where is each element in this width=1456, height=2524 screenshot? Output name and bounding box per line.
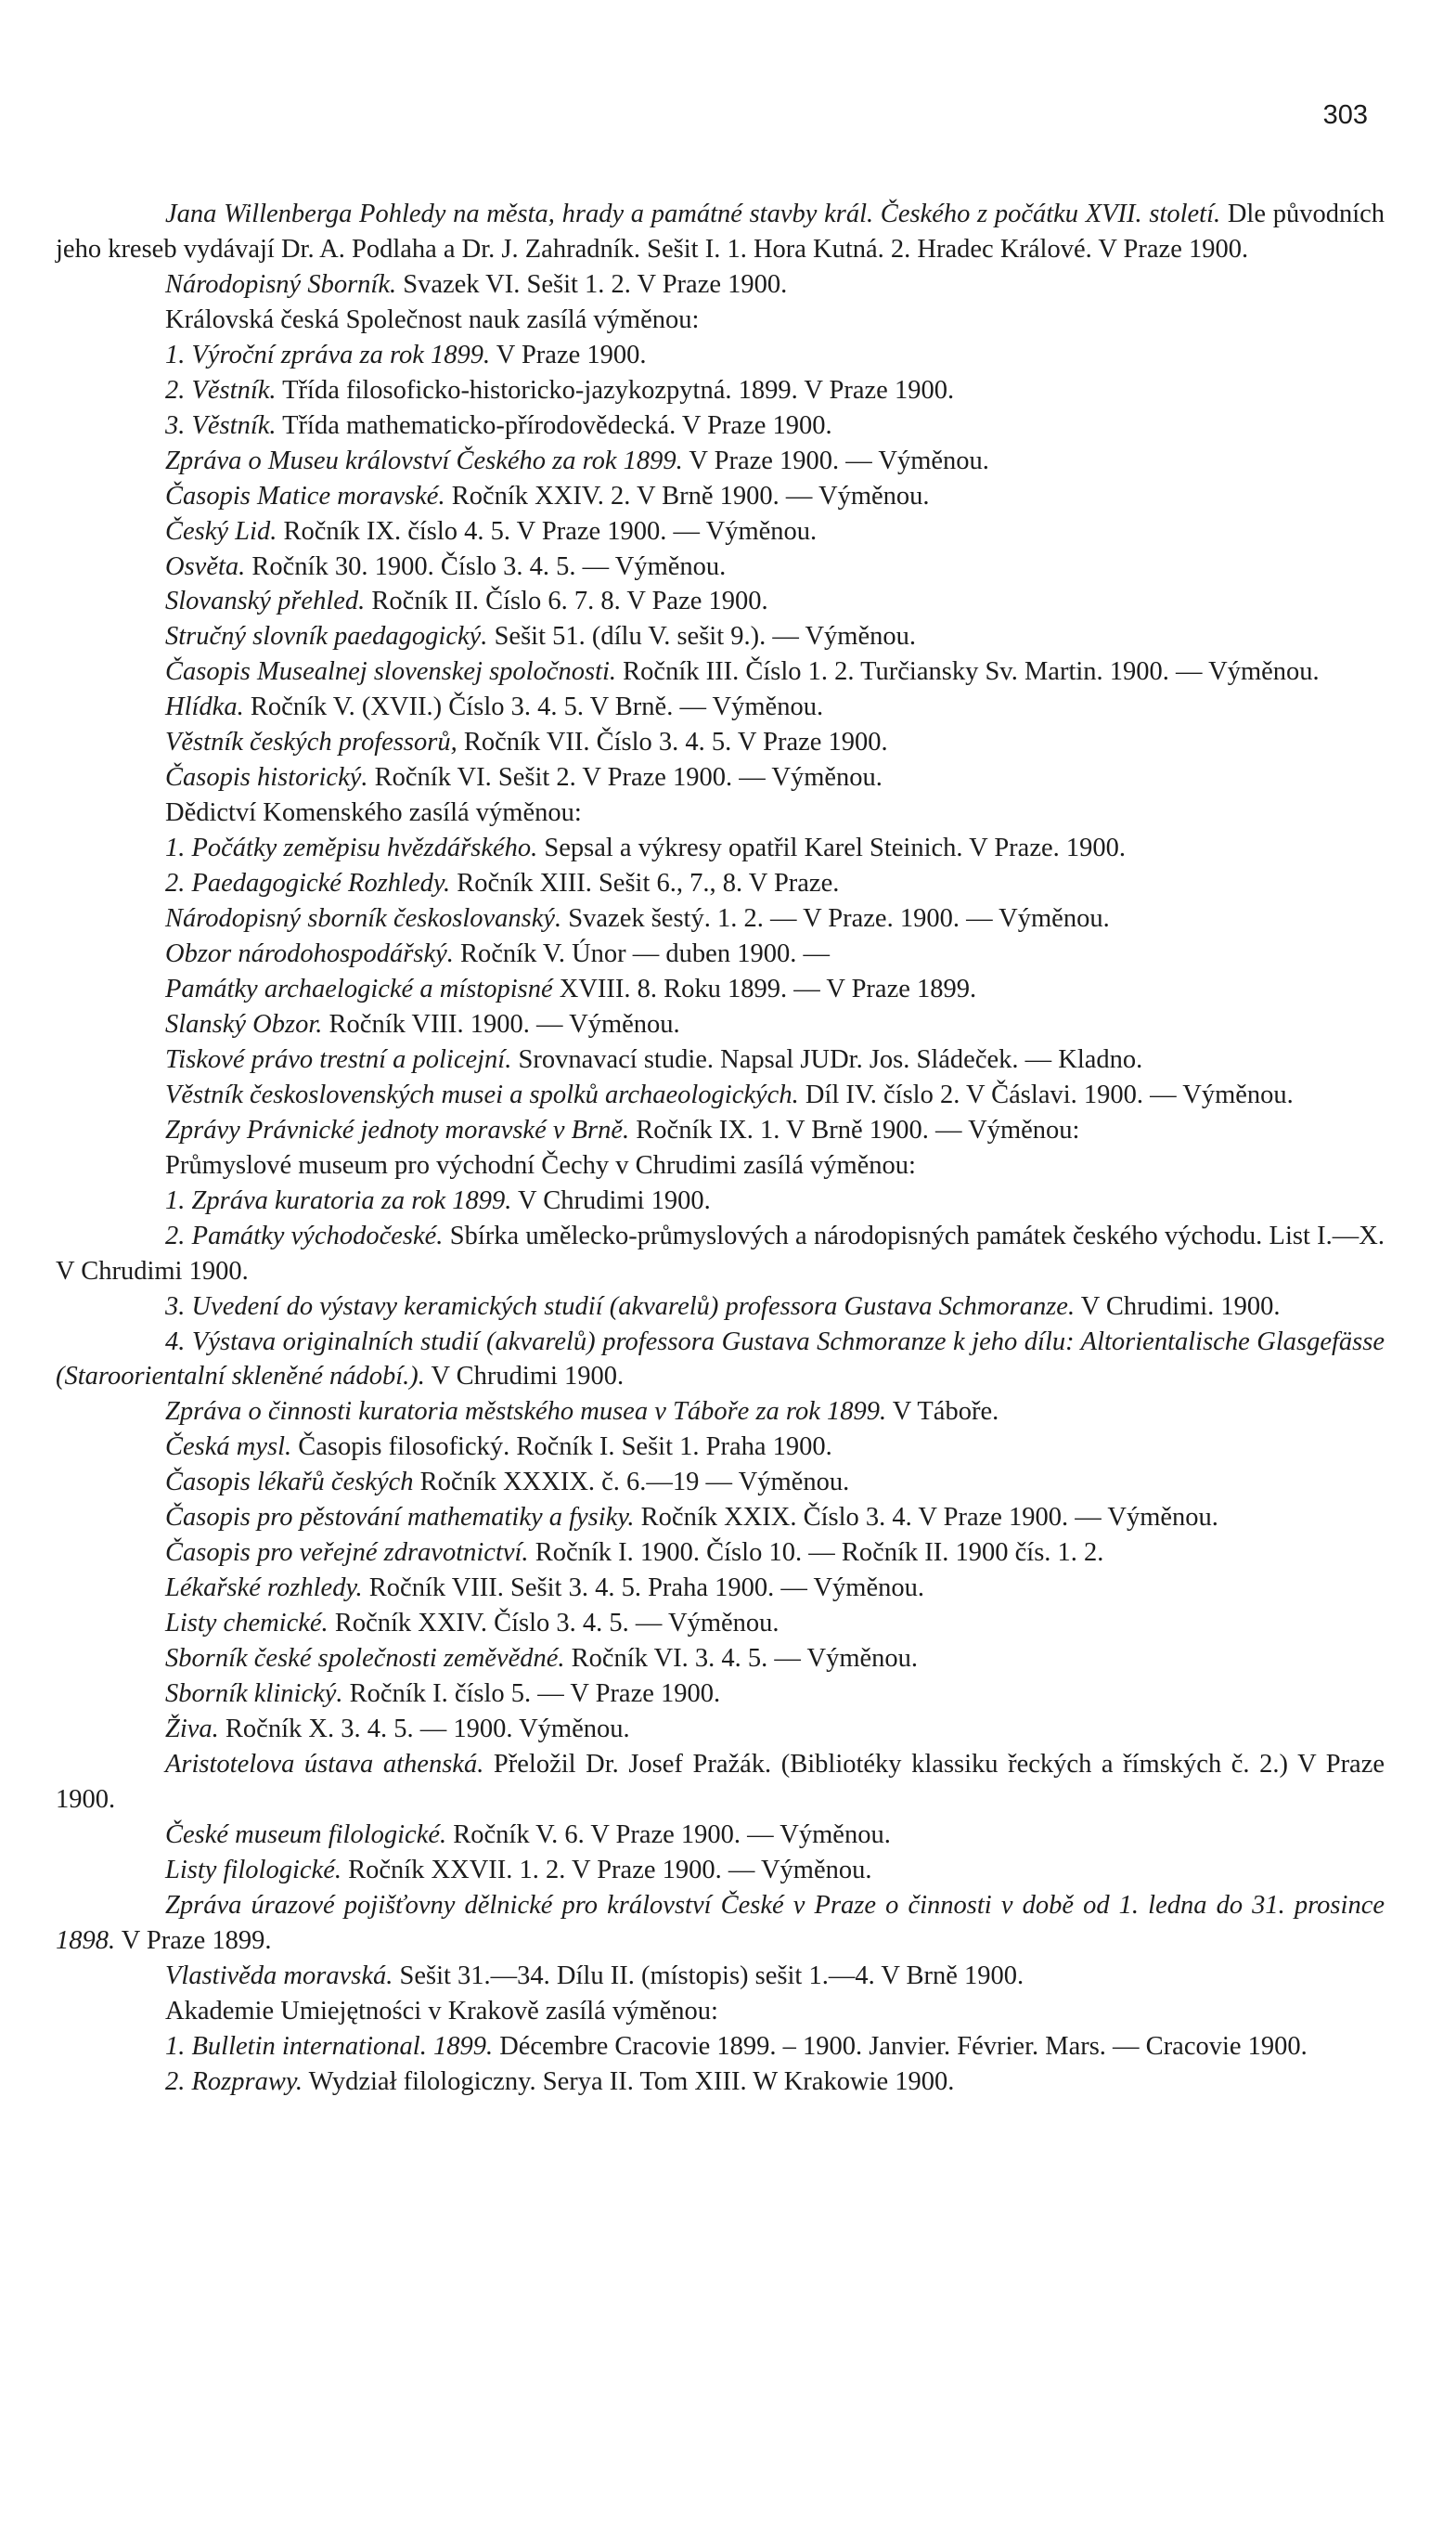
entry-title: Listy chemické. xyxy=(165,1609,329,1638)
list-item xyxy=(56,690,1385,725)
entry-title: 3. Věstník. xyxy=(165,410,277,440)
list-item xyxy=(56,654,1385,690)
entry-title: České museum filologické. xyxy=(165,1819,447,1849)
list-item xyxy=(56,1712,1385,1747)
entry-title: 1. Zpráva kuratoria za rok 1899. xyxy=(165,1185,512,1215)
entry-title: 2. Památky východočeské. xyxy=(165,1221,444,1250)
entry-title: Národopisný sborník českoslovanský. xyxy=(165,904,562,934)
list-item xyxy=(56,901,1385,937)
entry-details: Ročník XXIX. Číslo 3. 4. V Praze 1900. — Výměnou. xyxy=(634,1503,1218,1533)
list-item xyxy=(56,514,1385,550)
list-item xyxy=(56,1676,1385,1712)
entry-details: Ročník VIII. 1900. — Výměnou. xyxy=(322,1009,680,1039)
entry-title: Časopis Musealnej slovenskej spoločnosti. xyxy=(165,657,617,687)
entry-details: V Chrudimi 1900. xyxy=(511,1185,711,1215)
list-item xyxy=(56,760,1385,796)
page-number: 303 xyxy=(1322,100,1368,130)
entry-details: Ročník XXIV. 2. V Brně 1900. — Výměnou. xyxy=(445,481,930,511)
exchange-list xyxy=(56,197,1385,2099)
entry-details: Dědictví Komenského zasílá výměnou: xyxy=(165,798,582,828)
list-item xyxy=(56,2029,1385,2065)
entry-title: Český Lid. xyxy=(165,516,277,546)
entry-details: Akademie Umiejętności v Krakově zasílá výměnou: xyxy=(165,1996,718,2026)
list-item xyxy=(56,1641,1385,1676)
entry-title: Zpráva o činnosti kuratoria městského musea v Táboře za rok 1899. xyxy=(165,1397,887,1427)
entry-title: 1. Výroční zpráva za rok 1899. xyxy=(165,340,491,369)
entry-details: Sbírka umělecko-průmyslových a národopisných památek českého východu. List I.—X. V Chrudimi 1900. xyxy=(56,1221,1385,1286)
entry-details: Přeložil Dr. Josef Pražák. (Bibliotéky klassiku řeckých a římských č. 2.) V Praze 1900. xyxy=(56,1749,1385,1814)
entry-details: Díl IV. číslo 2. V Čáslavi. 1900. — Výměnou. xyxy=(798,1080,1294,1109)
list-item xyxy=(56,1465,1385,1500)
list-item xyxy=(56,373,1385,408)
list-item xyxy=(56,1994,1385,2029)
entry-details: Svazek VI. Sešit 1. 2. V Praze 1900. xyxy=(396,269,788,299)
list-item xyxy=(56,1853,1385,1888)
entry-details: Ročník XXIV. Číslo 3. 4. 5. — Výměnou. xyxy=(328,1609,780,1638)
list-item xyxy=(56,831,1385,866)
list-item xyxy=(56,584,1385,619)
entry-details: Ročník III. Číslo 1. 2. Turčiansky Sv. Martin. 1900. — Výměnou. xyxy=(616,657,1320,687)
entry-title: Časopis historický. xyxy=(165,763,368,793)
entry-title: Hlídka. xyxy=(165,692,244,722)
entry-title: Časopis pro veřejné zdravotnictví. xyxy=(165,1538,529,1568)
entry-details: Ročník V. 6. V Praze 1900. — Výměnou. xyxy=(446,1819,891,1849)
list-item xyxy=(56,1148,1385,1184)
entry-details: Sešit 51. (dílu V. sešit 9.). — Výměnou. xyxy=(487,622,917,652)
entry-details: Ročník VII. Číslo 3. 4. 5. V Praze 1900. xyxy=(457,728,888,757)
entry-title: Obzor národohospodářský. xyxy=(165,939,454,969)
list-item xyxy=(56,866,1385,901)
list-item xyxy=(56,1606,1385,1641)
list-item xyxy=(56,1289,1385,1325)
entry-title: Sborník klinický. xyxy=(165,1679,343,1709)
entry-details: Ročník XXVII. 1. 2. V Praze 1900. — Výměnou. xyxy=(341,1855,872,1884)
list-item xyxy=(56,937,1385,972)
entry-title: 2. Věstník. xyxy=(165,375,277,405)
entry-details: Ročník I. číslo 5. — V Praze 1900. xyxy=(342,1679,721,1709)
entry-title: Zpráva o Museu království Českého za rok 1899. xyxy=(165,446,683,475)
list-item xyxy=(56,1078,1385,1113)
entry-title: 2. Paedagogické Rozhledy. xyxy=(165,869,451,899)
entry-details: Dle původních jeho kreseb vydávají Dr. A. Podlaha a Dr. J. Zahradník. Sešit I. 1. Hora Kutná. 2. Hradec Králové. V Praze 1900. xyxy=(56,200,1385,264)
entry-title: Věstník českých professorů, xyxy=(165,728,457,757)
entry-title: Národopisný Sborník. xyxy=(165,269,397,299)
entry-title: Časopis Matice moravské. xyxy=(165,481,445,511)
entry-title: Jana Willenberga Pohledy na města, hrady a památné stavby král. Českého z počátku XVII. století. xyxy=(165,200,1221,228)
list-item xyxy=(56,444,1385,479)
list-item xyxy=(56,479,1385,514)
entry-title: Zprávy Právnické jednoty moravské v Brně. xyxy=(165,1115,630,1145)
list-item xyxy=(56,1747,1385,1818)
list-item xyxy=(56,1888,1385,1959)
entry-title: Sborník české společnosti zeměvědné. xyxy=(165,1644,565,1674)
entry-title: 4. Výstava originalních studií (akvarelů) professora Gustava Schmoranze k jeho dílu: Altorientalische Glasgefässe (Staroorientalní skleněné nádobí.). xyxy=(56,1327,1385,1391)
entry-details: Třída mathematicko-přírodovědecká. V Praze 1900. xyxy=(276,410,832,440)
entry-title: Listy filologické. xyxy=(165,1855,341,1884)
list-item xyxy=(56,1007,1385,1042)
entry-title: Zpráva úrazové pojišťovny dělnické pro království České v Praze o činnosti v době od 1. ledna do 31. prosince 1898. xyxy=(56,1890,1385,1955)
list-item xyxy=(56,619,1385,654)
entry-details: Ročník XIII. Sešit 6., 7., 8. V Praze. xyxy=(450,869,840,899)
list-item xyxy=(56,1571,1385,1606)
entry-details: Ročník VI. Sešit 2. V Praze 1900. — Výměnou. xyxy=(367,763,883,793)
entry-title: Vlastivěda moravská. xyxy=(165,1961,393,1990)
list-item xyxy=(56,725,1385,760)
entry-title: Aristotelova ústava athenská. xyxy=(165,1749,484,1779)
list-item xyxy=(56,1219,1385,1289)
list-item xyxy=(56,550,1385,585)
list-item xyxy=(56,2065,1385,2100)
entry-details: Ročník 30. 1900. Číslo 3. 4. 5. — Výměnou. xyxy=(245,551,727,581)
list-item xyxy=(56,1535,1385,1571)
list-item xyxy=(56,303,1385,338)
entry-details: Ročník II. Číslo 6. 7. 8. V Paze 1900. xyxy=(365,587,768,616)
entry-title: Živa. xyxy=(165,1714,219,1743)
list-item xyxy=(56,1500,1385,1535)
entry-details: Wydział filologiczny. Serya II. Tom XIII. W Krakowie 1900. xyxy=(303,2066,955,2096)
list-item xyxy=(56,1113,1385,1148)
list-item xyxy=(56,972,1385,1007)
entry-details: Ročník VI. 3. 4. 5. — Výměnou. xyxy=(564,1644,919,1674)
list-item xyxy=(56,338,1385,373)
list-item xyxy=(56,1959,1385,1994)
entry-details: V Táboře. xyxy=(886,1397,999,1427)
entry-details: V Praze 1900. — Výměnou. xyxy=(682,446,989,475)
entry-details: V Praze 1900. xyxy=(490,340,647,369)
list-item xyxy=(56,1184,1385,1219)
entry-details: Třída filosoficko-historicko-jazykozpytná. 1899. V Praze 1900. xyxy=(276,375,955,405)
entry-details: Ročník IX. 1. V Brně 1900. — Výměnou: xyxy=(629,1115,1080,1145)
list-item xyxy=(56,408,1385,444)
entry-details: Průmyslové museum pro východní Čechy v Chrudimi zasílá výměnou: xyxy=(165,1150,916,1180)
list-item xyxy=(56,1430,1385,1465)
entry-details: V Praze 1899. xyxy=(115,1925,272,1955)
entry-details: Ročník V. (XVII.) Číslo 3. 4. 5. V Brně. — Výměnou. xyxy=(243,692,824,722)
entry-title: Osvěta. xyxy=(165,551,246,581)
entry-details: XVIII. 8. Roku 1899. — V Praze 1899. xyxy=(552,974,977,1003)
list-item xyxy=(56,796,1385,831)
entry-details: Ročník I. 1900. Číslo 10. — Ročník II. 1900 čís. 1. 2. xyxy=(528,1538,1104,1568)
entry-title: Slanský Obzor. xyxy=(165,1009,323,1039)
entry-title: 2. Rozprawy. xyxy=(165,2066,303,2096)
entry-title: Lékařské rozhledy. xyxy=(165,1573,363,1603)
entry-title: Památky archaelogické a místopisné xyxy=(165,974,553,1003)
entry-details: Ročník V. Únor — duben 1900. — xyxy=(453,939,830,969)
entry-title: Věstník československých musei a spolků archaeologických. xyxy=(165,1080,799,1109)
list-item xyxy=(56,267,1385,303)
entry-title: Česká mysl. xyxy=(165,1432,292,1462)
entry-details: Sepsal a výkresy opatřil Karel Steinich. V Praze. 1900. xyxy=(537,834,1126,863)
entry-details: V Chrudimi 1900. xyxy=(424,1362,625,1391)
entry-title: Časopis lékařů českých xyxy=(165,1468,414,1497)
entry-title: Slovanský přehled. xyxy=(165,587,366,616)
entry-details: Svazek šestý. 1. 2. — V Praze. 1900. — Výměnou. xyxy=(561,904,1110,934)
entry-details: Ročník VIII. Sešit 3. 4. 5. Praha 1900. — Výměnou. xyxy=(362,1573,924,1603)
entry-title: 1. Počátky zeměpisu hvězdářského. xyxy=(165,834,538,863)
entry-details: Ročník IX. číslo 4. 5. V Praze 1900. — Výměnou. xyxy=(277,516,818,546)
entry-details: Srovnavací studie. Napsal JUDr. Jos. Sládeček. — Kladno. xyxy=(511,1044,1143,1074)
entry-details: Ročník XXXIX. č. 6.—19 — Výměnou. xyxy=(413,1468,850,1497)
entry-title: Časopis pro pěstování mathematiky a fysiky. xyxy=(165,1503,635,1533)
list-item xyxy=(56,197,1385,267)
entry-title: Tiskové právo trestní a policejní. xyxy=(165,1044,512,1074)
entry-details: Décembre Cracovie 1899. – 1900. Janvier. Février. Mars. — Cracovie 1900. xyxy=(493,2031,1308,2061)
entry-title: Stručný slovník paedagogický. xyxy=(165,622,488,652)
entry-details: V Chrudimi. 1900. xyxy=(1075,1291,1281,1321)
entry-details: Sešit 31.—34. Dílu II. (místopis) sešit 1.—4. V Brně 1900. xyxy=(393,1961,1024,1990)
list-item xyxy=(56,1394,1385,1430)
list-item xyxy=(56,1818,1385,1853)
entry-title: 3. Uvedení do výstavy keramických studií (akvarelů) professora Gustava Schmoranze. xyxy=(165,1291,1076,1321)
list-item xyxy=(56,1325,1385,1395)
entry-details: Ročník X. 3. 4. 5. — 1900. Výměnou. xyxy=(218,1714,630,1743)
entry-title: 1. Bulletin international. 1899. xyxy=(165,2031,494,2061)
list-item xyxy=(56,1042,1385,1078)
entry-details: Královská česká Společnost nauk zasílá výměnou: xyxy=(165,304,700,334)
entry-details: Časopis filosofický. Ročník I. Sešit 1. Praha 1900. xyxy=(291,1432,832,1462)
